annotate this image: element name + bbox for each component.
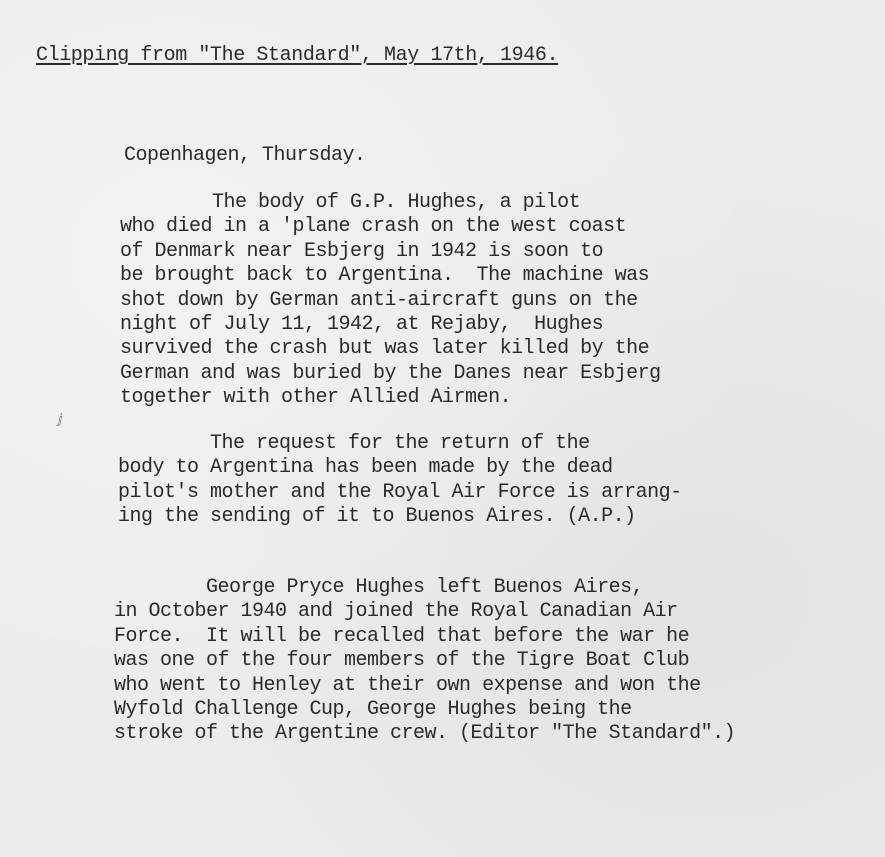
paragraph-3: George Pryce Hughes left Buenos Aires, in October 1940 and joined the Royal Canadian Air Force. It will be recalled that before the war he was one of the four members of the Tigre Boat Club who went to Henley at their own expense and won the Wyfold Challenge Cup, George Hughes being the stroke of the Argentine crew. (Editor "The Standard".) <box>114 576 736 746</box>
clipping-heading: Clipping from "The Standard", May 17th, 1946. <box>36 44 559 67</box>
margin-mark: ⅉ <box>58 412 63 427</box>
paragraph-1: The body of G.P. Hughes, a pilot who died in a 'plane crash on the west coast of Denmark near Esbjerg in 1942 is soon to be brought back to Argentina. The machine was shot down by German anti-aircraft guns on the night of July 11, 1942, at Rejaby, Hughes survived the crash but was later killed by the German and was buried by the Danes near Esbjerg together with other Allied Airmen. <box>120 191 661 410</box>
paragraph-2: The request for the return of the body to Argentina has been made by the dead pilot's mother and the Royal Air Force is arrang- ing the sending of it to Buenos Aires. (A.P.) <box>118 432 682 529</box>
dateline: Copenhagen, Thursday. <box>124 144 366 167</box>
